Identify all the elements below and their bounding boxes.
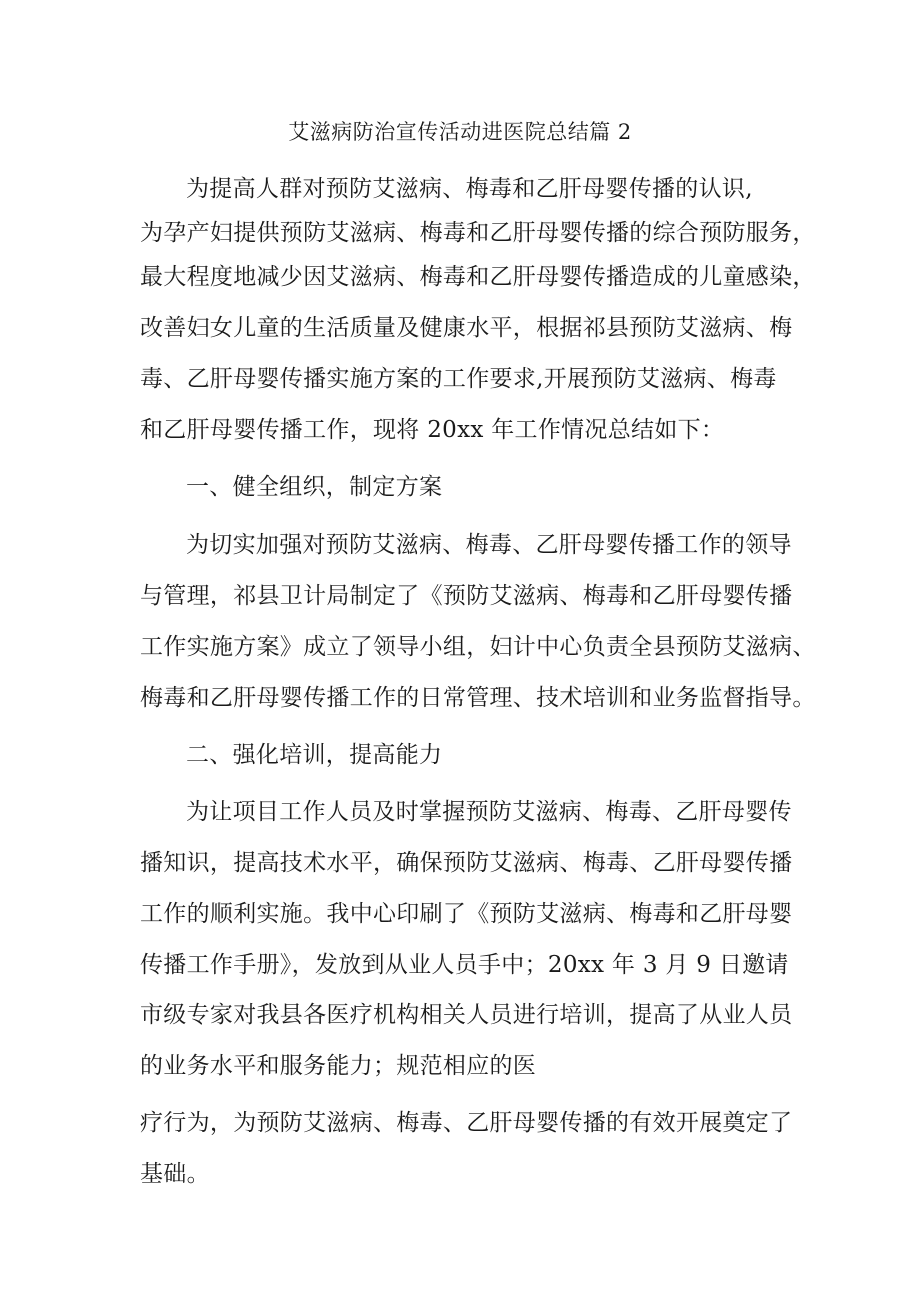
section2-line-2: 播知识，提高技术水平，确保预防艾滋病、梅毒、乙肝母婴传播 [140,850,793,876]
intro-line-3: 最大程度地减少因艾滋病、梅毒和乙肝母婴传播造成的儿童感染， [140,264,816,290]
section1-heading: 一、健全组织，制定方案 [186,474,443,500]
intro-line-6: 和乙肝母婴传播工作，现将 20xx 年工作情况总结如下： [140,417,725,443]
intro-line-2: 为孕产妇提供预防艾滋病、梅毒和乙肝母婴传播的综合预防服务， [140,220,816,246]
section2-line-1: 为让项目工作人员及时掌握预防艾滋病、梅毒、乙肝母婴传 [186,799,792,825]
intro-line-5: 毒、乙肝母婴传播实施方案的工作要求,开展预防艾滋病、梅毒 [140,366,777,392]
section2-line-8: 基础。 [140,1161,210,1187]
section1-line-3: 工作实施方案》成立了领导小组，妇计中心负责全县预防艾滋病、 [140,634,816,660]
section2-line-5: 市级专家对我县各医疗机构相关人员进行培训，提高了从业人员 [140,1002,793,1028]
section1-line-4: 梅毒和乙肝母婴传播工作的日常管理、技术培训和业务监督指导。 [140,685,816,711]
intro-line-4: 改善妇女儿童的生活质量及健康水平，根据祁县预防艾滋病、梅 [140,315,793,341]
section2-line-6: 的业务水平和服务能力；规范相应的医 [140,1053,537,1079]
section2-line-3: 工作的顺利实施。我中心印刷了《预防艾滋病、梅毒和乙肝母婴 [140,901,793,927]
section2-heading: 二、强化培训，提高能力 [186,742,443,768]
section2-line-7: 疗行为，为预防艾滋病、梅毒、乙肝母婴传播的有效开展奠定了 [140,1110,793,1136]
section1-line-2: 与管理，祁县卫计局制定了《预防艾滋病、梅毒和乙肝母婴传播 [140,583,793,609]
section1-line-1: 为切实加强对预防艾滋病、梅毒、乙肝母婴传播工作的领导 [186,532,792,558]
document-title: 艾滋病防治宣传活动进医院总结篇 2 [288,120,632,144]
section2-line-4: 传播工作手册》，发放到从业人员手中；20xx 年 3 月 9 日邀请 [140,952,789,978]
intro-line-1: 为提高人群对预防艾滋病、梅毒和乙肝母婴传播的认识, [186,176,753,202]
